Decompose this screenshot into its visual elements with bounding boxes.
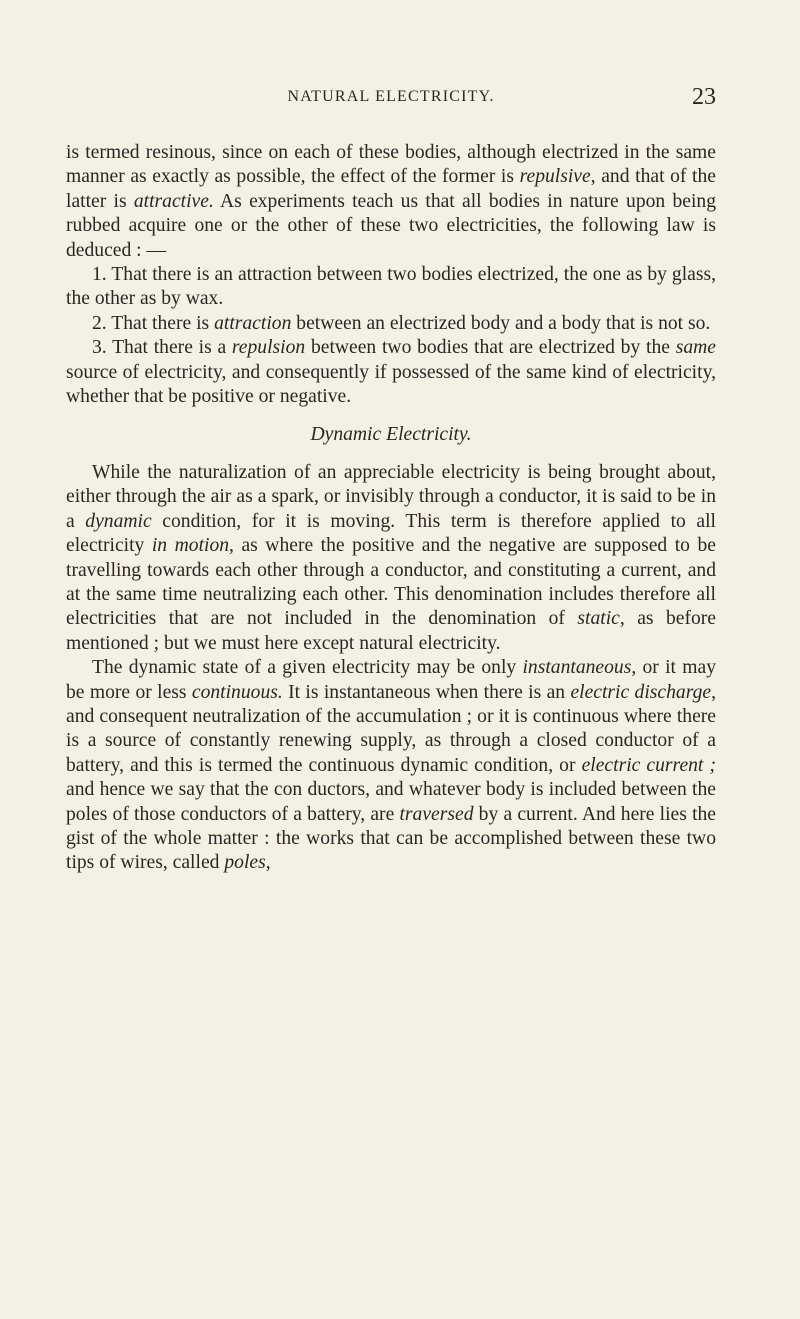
page-header — [66, 86, 716, 116]
paragraph-3 — [66, 656, 716, 876]
book-page — [66, 0, 716, 1319]
emphasis: electric current ; — [581, 754, 716, 776]
text-run: , and consequent neutralization of the accumulation ; or it is continuous where there is a source of constantly renewing supply, as through a closed conductor of a battery, and this is termed the continuous dynamic condition, or — [66, 681, 716, 776]
paragraph-1 — [66, 141, 716, 263]
page-number: 23 — [692, 84, 716, 110]
emphasis: attraction — [214, 312, 292, 334]
text-run: As experiments teach us that all bodies in nature upon being rubbed acquire one or the other of these two electricities, the following law is deduced : — — [66, 190, 717, 261]
emphasis: repulsive — [519, 166, 591, 188]
text-run: , and that of the latter is — [66, 166, 716, 212]
text-run: is termed resinous, since on each of these bodies, although electrized in the same manner as exactly as possible, the effect of the former is — [66, 142, 716, 188]
text-run: While the naturalization of an appreciable electricity is being brought about, either through the air as a spark, or invisibly through a conductor, it is said to be in a — [66, 461, 716, 532]
emphasis: same — [675, 337, 716, 359]
text-run: 3. That there is a — [92, 337, 232, 359]
text-run: condition, for it is moving. This term is therefore applied to all electricity — [66, 510, 716, 557]
emphasis: electric discharge — [570, 681, 712, 703]
emphasis: traversed — [399, 803, 474, 825]
text-run: between an electrized body and a body that is not so. — [291, 312, 711, 334]
text-run: 1. That there is an attraction between two bodies electrized, the one as by glass, the other as by wax. — [66, 264, 716, 310]
text-run: , as where the positive and the negative are supposed to be travelling towards each other through a conductor, and constituting a current, and at the same time neutralizing each other. This denomination includes therefore all electricities that are not included in the denomination of — [66, 535, 716, 630]
text-run: , or it may be more or less — [66, 657, 716, 703]
emphasis: dynamic — [85, 510, 152, 532]
emphasis: instantaneous — [522, 657, 632, 679]
text-run: 2. That there is — [92, 312, 215, 334]
text-run: , — [265, 852, 271, 874]
text-run: , as before mentioned ; but we must here except natural electricity. — [66, 608, 716, 654]
text-run: by a current. And here lies the gist of the whole matter : the works that can be accomplished between these two tips of wires, called — [66, 803, 717, 874]
emphasis: static — [577, 608, 620, 630]
text-run: It is instantaneous when there is an — [282, 681, 571, 703]
list-item-3 — [66, 336, 716, 409]
text-run: and hence we say that the con ductors, and whatever body is included between the poles of those conductors of a battery, are — [66, 779, 716, 825]
list-item-2 — [66, 312, 716, 336]
emphasis: continuous. — [191, 681, 283, 703]
emphasis: in motion — [151, 535, 230, 557]
emphasis: repulsion — [231, 337, 306, 359]
text-run: source of electricity, and consequently if possessed of the same kind of electricity, whether that be positive or negative. — [66, 361, 716, 408]
paragraph-2 — [66, 461, 716, 656]
section-heading: Dynamic Electricity. — [310, 424, 472, 446]
emphasis: poles — [224, 852, 266, 874]
text-run: between two bodies that are electrized by the — [305, 337, 676, 359]
emphasis: attractive. — [133, 190, 214, 212]
body-text — [66, 141, 716, 876]
running-head: NATURAL ELECTRICITY. — [287, 88, 495, 105]
list-item-1 — [66, 263, 716, 312]
text-run: The dynamic state of a given electricity may be only — [92, 657, 523, 679]
